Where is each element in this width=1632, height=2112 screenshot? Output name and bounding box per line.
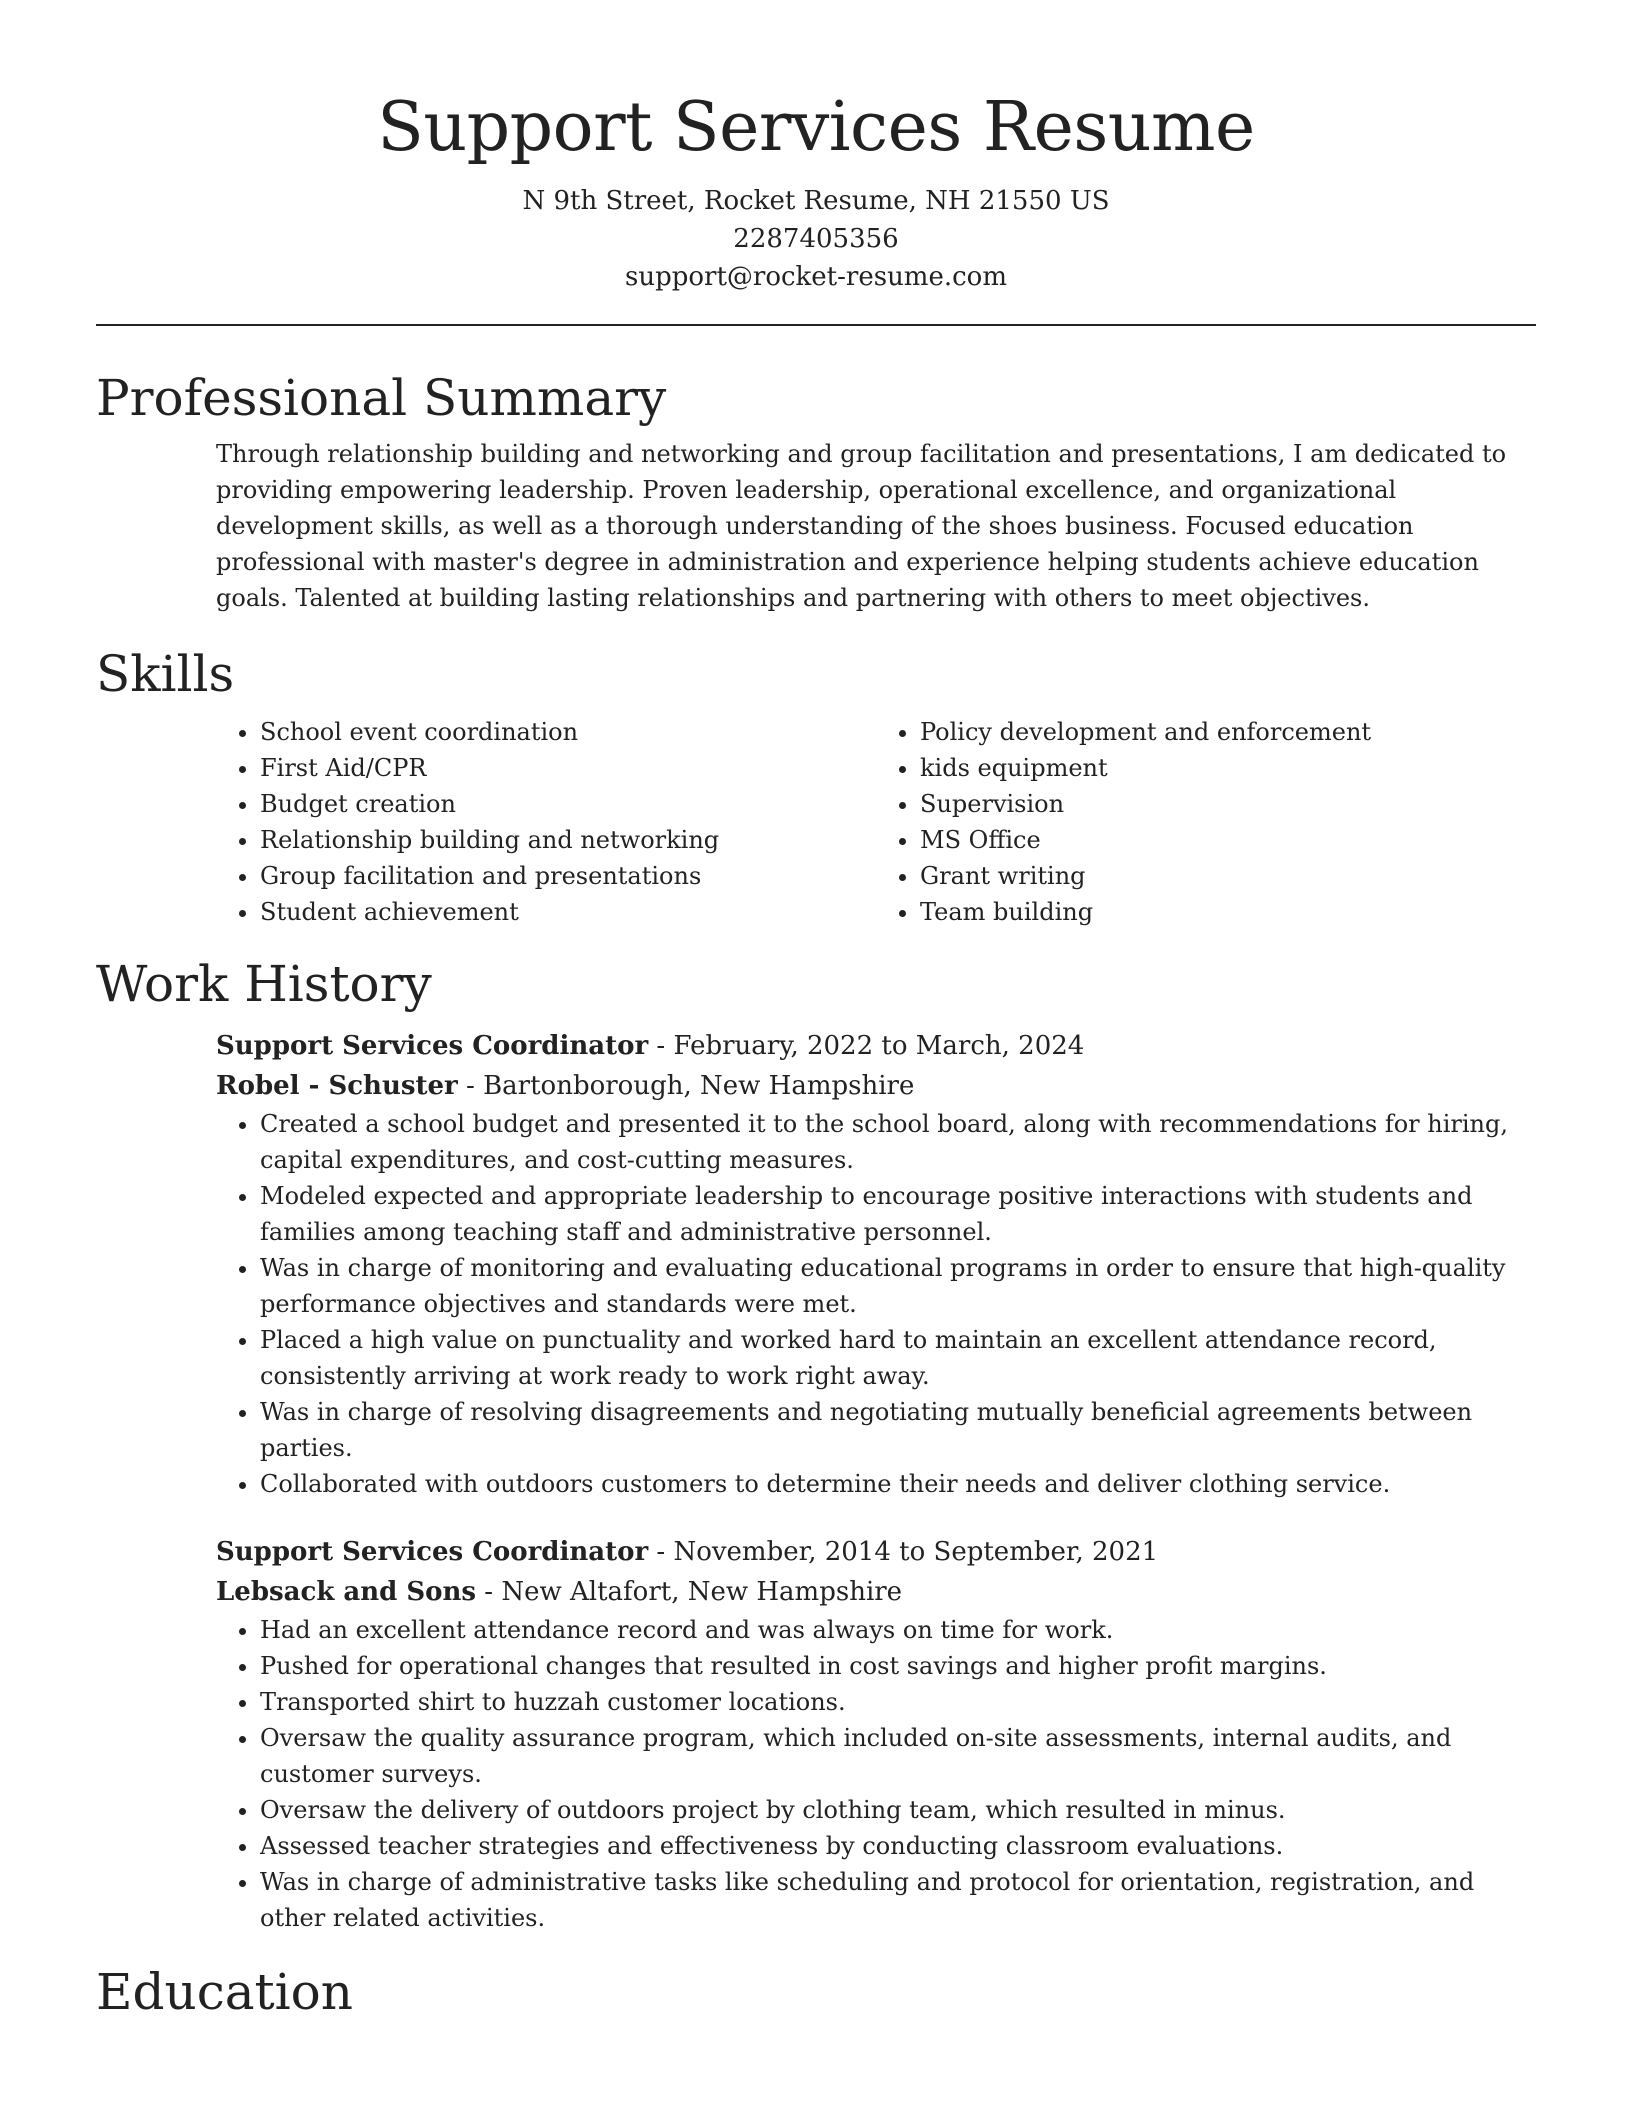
skill-item: • Student achievement [260,894,876,930]
job-bullet: • Created a school budget and presented it to the school board, along with recommendations for hiring, capital expenditures, and cost-cutting measures. [260,1106,1536,1178]
job-entry [216,1532,1536,1936]
skill-item: • MS Office [920,822,1536,858]
summary-heading: Professional Summary [96,369,667,427]
skill-item: • First Aid/CPR [260,750,876,786]
skills-left-list [216,714,876,930]
resume-page [96,0,1536,2022]
job-bullet: • Oversaw the quality assurance program, which included on-site assessments, internal audits, and customer surveys. [260,1720,1536,1792]
job-dates: - February, 2022 to March, 2024 [648,1031,1085,1061]
header-divider [96,324,1536,326]
resume-header [96,0,1536,296]
job-company-line [216,1572,1536,1612]
skill-item: • Group facilitation and presentations [260,858,876,894]
skills-section [96,644,1536,930]
skills-heading: Skills [96,645,235,703]
job-bullet: • Was in charge of monitoring and evaluating educational programs in order to ensure that high-quality performance objectives and standards were met. [260,1250,1536,1322]
summary-text: Through relationship building and networking and group facilitation and presentations, I am dedicated to providing empowering leadership. Proven leadership, operational excellence, and organizational development skills, as well as a thorough understanding of the shoes business. Focused education professional with master's degree in administration and experience helping students achieve education goals. Talented at building lasting relationships and partnering with others to meet objectives. [216,440,1507,612]
job-bullets [216,1106,1536,1502]
skill-item: • Team building [920,894,1536,930]
job-bullet: • Had an excellent attendance record and was always on time for work. [260,1612,1536,1648]
education-section [96,1962,1536,2022]
skill-item: • kids equipment [920,750,1536,786]
skill-item: • Supervision [920,786,1536,822]
job-dates: - November, 2014 to September, 2021 [648,1537,1159,1567]
job-bullet: • Modeled expected and appropriate leadership to encourage positive interactions with students and families among teaching staff and administrative personnel. [260,1178,1536,1250]
job-bullet: • Pushed for operational changes that resulted in cost savings and higher profit margins. [260,1648,1536,1684]
skill-item: • Policy development and enforcement [920,714,1536,750]
job-entry [216,1026,1536,1502]
skill-item: • School event coordination [260,714,876,750]
job-title-line [216,1026,1536,1066]
job-company-line [216,1066,1536,1106]
work-history-section [96,954,1536,1936]
job-title: Support Services Coordinator [216,1537,649,1567]
job-bullet: • Collaborated with outdoors customers to determine their needs and deliver clothing service. [260,1466,1536,1502]
job-bullet: • Placed a high value on punctuality and worked hard to maintain an excellent attendance record, consistently arriving at work ready to work right away. [260,1322,1536,1394]
skills-columns [216,714,1536,930]
job-company: Lebsack and Sons [216,1577,477,1607]
job-bullet: • Was in charge of administrative tasks like scheduling and protocol for orientation, registration, and other related activities. [260,1864,1536,1936]
job-title-line [216,1532,1536,1572]
email: support@rocket-resume.com [624,262,1007,292]
skill-item: • Budget creation [260,786,876,822]
education-heading: Education [96,1963,353,2021]
work-history-heading: Work History [96,955,432,1013]
address: N 9th Street, Rocket Resume, NH 21550 US [522,186,1110,216]
skill-item: • Grant writing [920,858,1536,894]
phone: 2287405356 [733,224,899,254]
job-bullet: • Oversaw the delivery of outdoors project by clothing team, which resulted in minus. [260,1792,1536,1828]
resume-title: Support Services Resume [377,88,1255,167]
skill-item: • Relationship building and networking [260,822,876,858]
job-location: - New Altafort, New Hampshire [476,1577,903,1607]
job-location: - Bartonborough, New Hampshire [457,1071,915,1101]
job-bullet: • Was in charge of resolving disagreements and negotiating mutually beneficial agreements between parties. [260,1394,1536,1466]
job-bullets [216,1612,1536,1936]
job-bullet: • Assessed teacher strategies and effectiveness by conducting classroom evaluations. [260,1828,1536,1864]
contact-block [96,182,1536,296]
skills-right-list [876,714,1536,930]
job-company: Robel - Schuster [216,1071,458,1101]
job-bullet: • Transported shirt to huzzah customer locations. [260,1684,1536,1720]
summary-section [96,368,1536,616]
job-title: Support Services Coordinator [216,1031,649,1061]
